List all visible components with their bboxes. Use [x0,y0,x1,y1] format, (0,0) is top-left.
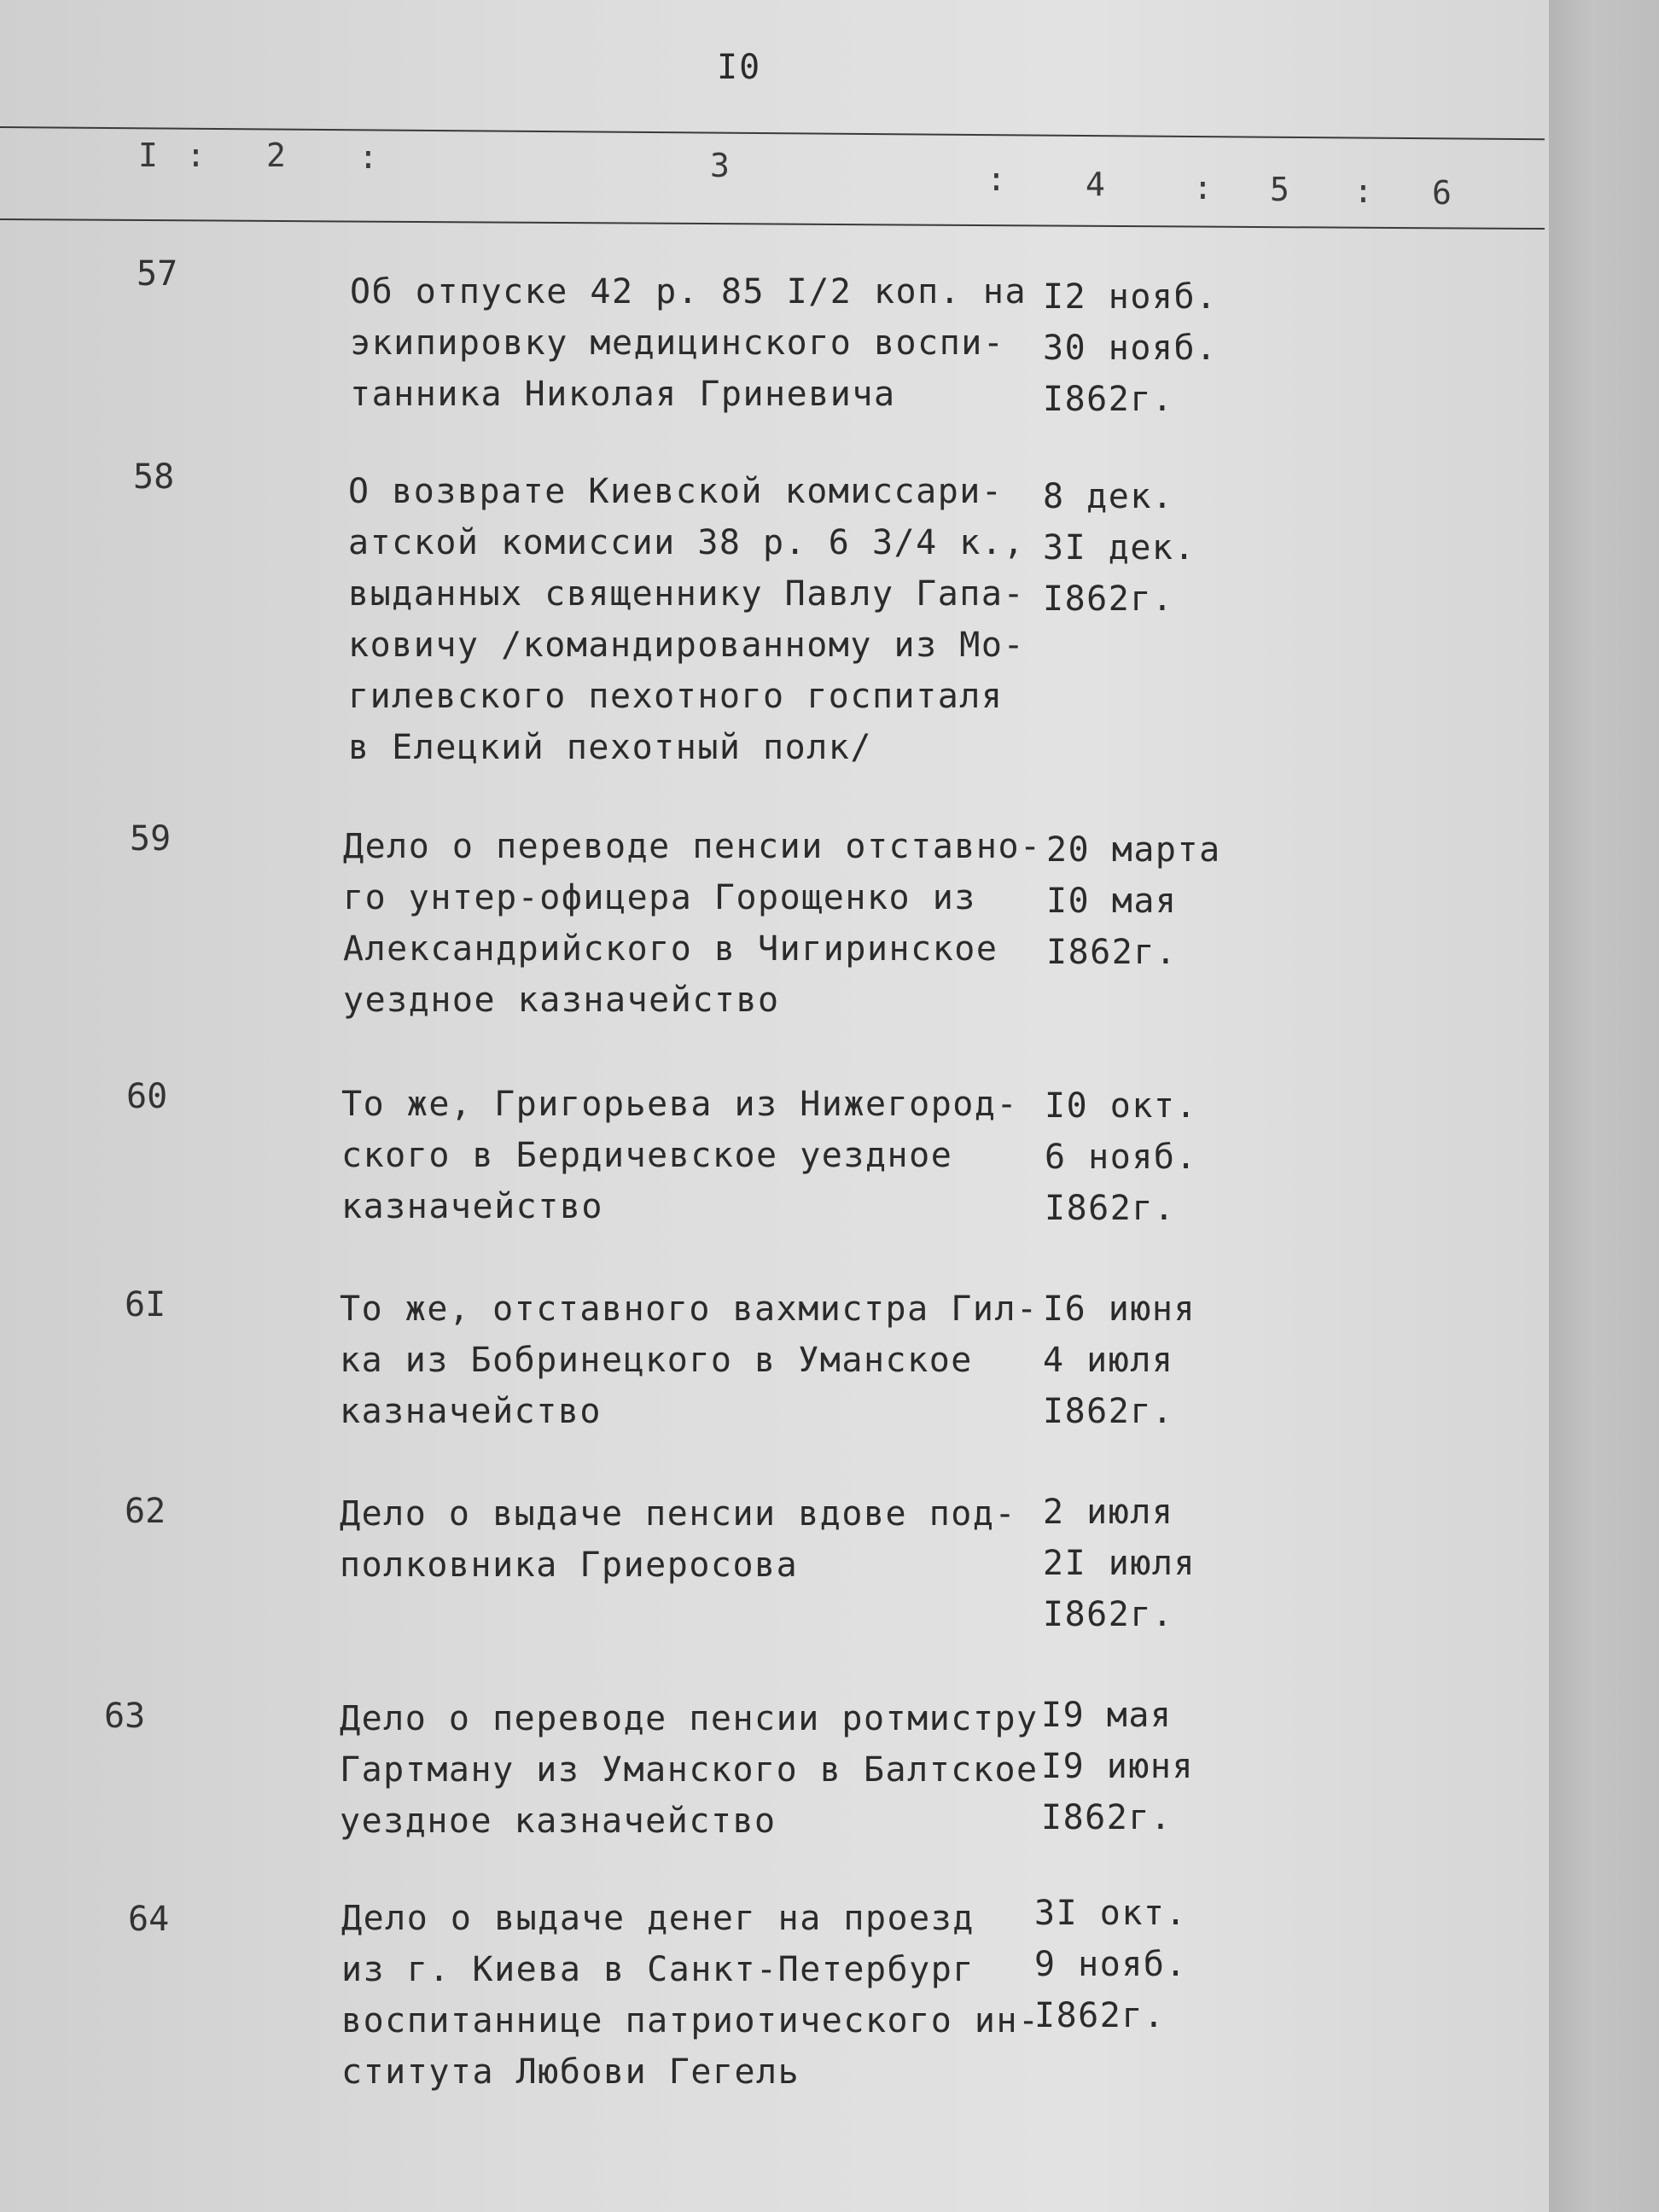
column-header-separator: : [186,137,206,174]
entry-description [340,1693,1039,1847]
date-start: I6 июня [1043,1289,1196,1329]
description-line: гилевского пехотного госпиталя [348,677,1004,716]
description-line: Гартману из Уманского в Балтское [340,1750,1039,1790]
entry-dates [1034,1888,1187,2041]
entry-dates [1043,471,1196,625]
page-number: I0 [717,48,762,87]
date-end: 9 нояб. [1034,1945,1188,1984]
date-end: 2I июля [1043,1544,1196,1583]
description-line: Дело о переводе пенсии отставно- [343,827,1042,866]
description-line: из г. Киева в Санкт-Петербург [341,1950,975,1989]
description-line: го унтер-офицера Горощенко из [343,878,976,917]
date-year: I862г. [1043,1595,1174,1634]
column-header-separator: : [1353,172,1373,210]
date-year: I862г. [1043,1392,1174,1431]
date-end: I0 мая [1046,882,1178,921]
entry-number: 6I [125,1285,166,1324]
entry-number: 64 [128,1900,170,1939]
date-start: 3I окт. [1034,1894,1188,1933]
date-year: I862г. [1043,380,1174,419]
date-start: I0 окт. [1045,1086,1198,1126]
date-year: I862г. [1046,933,1178,972]
description-line: казначейство [340,1392,602,1431]
date-year: I862г. [1041,1798,1173,1837]
entry-dates [1043,1487,1196,1640]
description-line: ка из Бобринецкого в Уманское [340,1341,973,1380]
description-line: ститута Любови Гегель [341,2052,800,2092]
column-header-4: 4 [1086,166,1105,203]
description-line: в Елецкий пехотный полк/ [348,728,872,767]
entry-dates [1045,1080,1197,1234]
entry-number: 58 [133,457,175,497]
entry-description [343,821,1042,1026]
description-line: То же, Григорьева из Нижегород- [341,1085,1019,1124]
description-line: О возврате Киевской комиссари- [348,472,1004,511]
entry-number: 63 [104,1697,146,1736]
date-year: I862г. [1034,1996,1166,2035]
description-line: Дело о выдаче пенсии вдове под- [340,1494,1017,1534]
description-line: экипировку медицинского воспи- [350,323,1005,363]
entry-dates [1046,824,1221,978]
date-start: I9 мая [1041,1696,1173,1735]
entry-dates [1043,271,1218,425]
description-line: Дело о переводе пенсии ротмистру [340,1699,1039,1738]
date-end: 6 нояб. [1045,1138,1198,1177]
column-header-separator: : [987,160,1006,198]
description-line: казначейство [341,1187,603,1226]
column-header-2: 2 [266,137,286,174]
header-rule-bottom [0,218,1545,230]
column-header-3: 3 [710,147,730,184]
date-end: I9 июня [1041,1747,1195,1786]
entry-description [348,466,1025,773]
column-header-6: 6 [1432,174,1452,212]
column-header-separator: : [1193,169,1213,207]
description-line: ковичу /командированному из Мо- [348,626,1026,665]
date-year: I862г. [1045,1189,1176,1228]
entry-dates [1043,1284,1196,1437]
date-end: 30 нояб. [1043,329,1218,368]
entry-number: 62 [125,1492,166,1531]
date-start: 2 июля [1043,1493,1174,1532]
date-end: 4 июля [1043,1341,1174,1380]
date-end: 3I дек. [1043,528,1196,568]
page-edge-shadow [1549,0,1659,2212]
description-line: Об отпуске 42 р. 85 I/2 коп. на [350,272,1027,311]
column-header-5: 5 [1270,171,1289,208]
description-line: полковника Гриеросова [340,1545,799,1585]
entry-number: 59 [130,819,172,859]
column-header-1: I [138,137,158,174]
description-line: Дело о выдаче денег на проезд [341,1899,975,1938]
entry-description [341,1893,1040,2098]
date-start: 8 дек. [1043,477,1174,516]
date-year: I862г. [1043,579,1174,619]
description-line: уездное казначейство [343,981,780,1020]
description-line: атской комиссии 38 р. 6 3/4 к., [348,523,1026,562]
description-line: воспитаннице патриотического ин- [341,2001,1040,2040]
description-line: То же, отставного вахмистра Гил- [340,1289,1039,1329]
entry-description [340,1284,1039,1437]
description-line: уездное казначейство [340,1802,777,1841]
description-line: выданных священнику Павлу Гапа- [348,574,1026,614]
description-line: Александрийского в Чигиринское [343,929,998,969]
description-line: танника Николая Гриневича [350,375,896,414]
header-rule-top [0,126,1545,140]
description-line: ского в Бердичевское уездное [341,1136,953,1175]
entry-number: 60 [126,1077,168,1116]
date-start: I2 нояб. [1043,277,1218,317]
date-start: 20 марта [1046,830,1221,870]
entry-dates [1041,1690,1194,1843]
column-header-separator: : [358,138,378,176]
entry-number: 57 [137,254,178,294]
entry-description [350,266,1027,420]
entry-description [340,1488,1016,1591]
entry-description [341,1079,1018,1232]
